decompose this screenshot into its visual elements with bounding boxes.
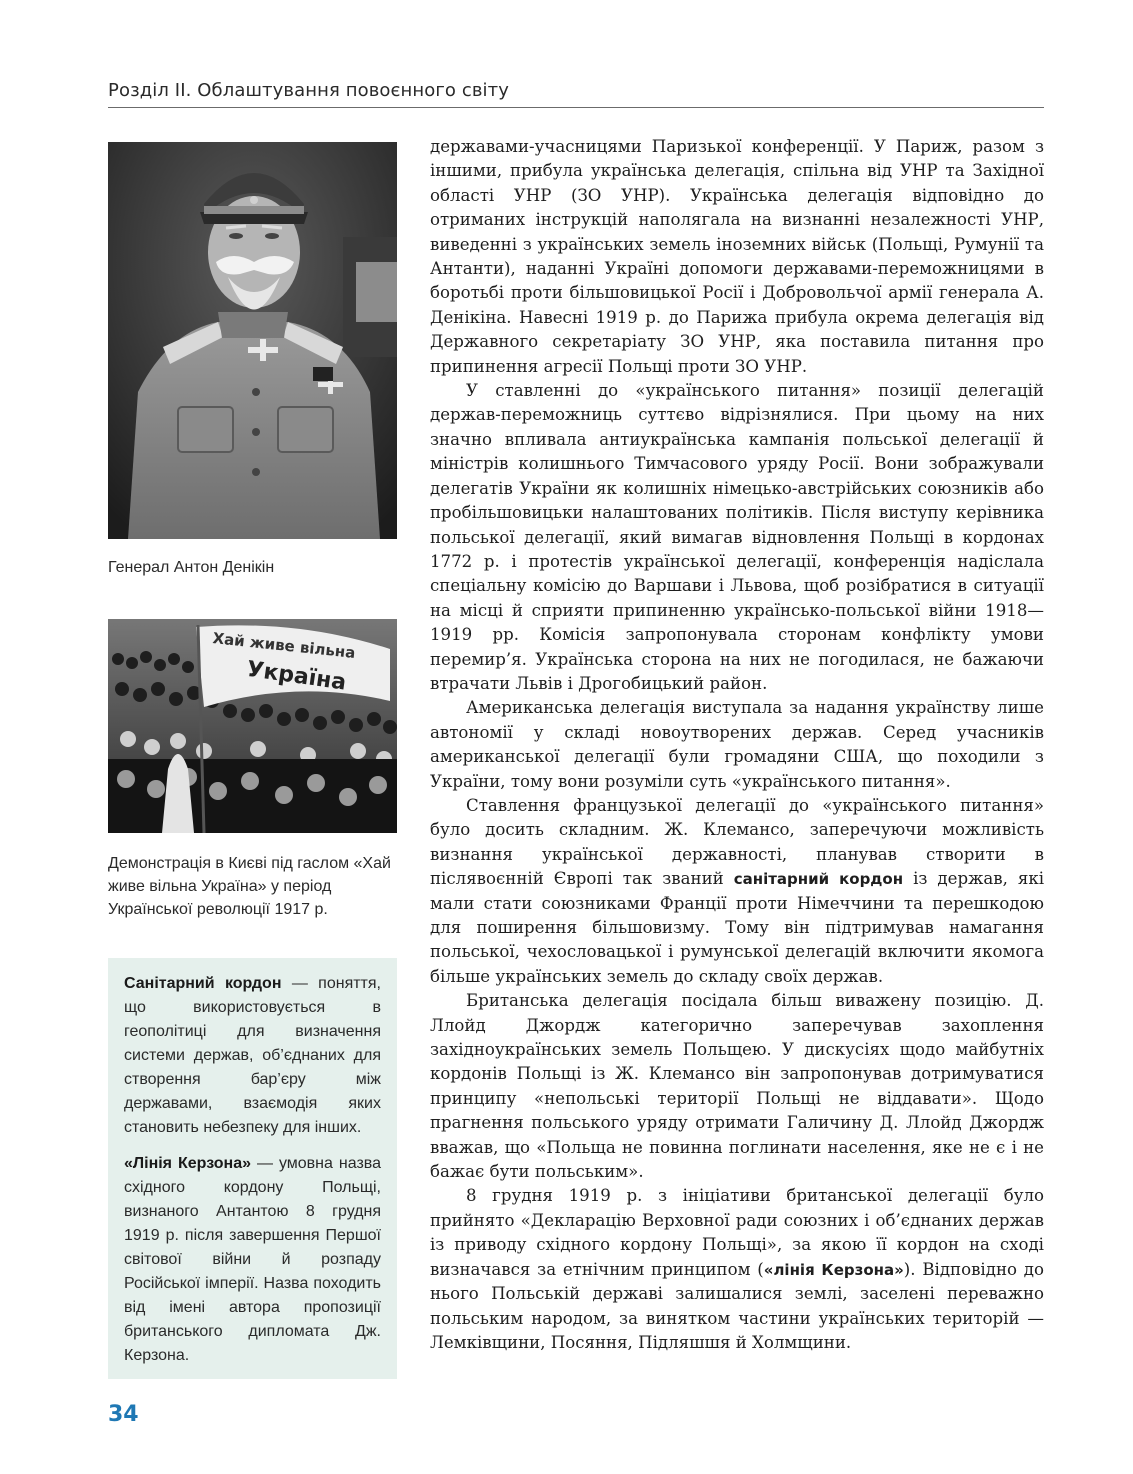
glossary-definition: — поняття, що використовується в геополітиці для визначення системи держав, об’єднаних для створення бар’єру між державами, взаємодія яких становить небезпеку для інших.: [124, 975, 381, 1136]
paragraph: У ставленні до «українського питання» позиції делегацій держав-переможниць суттєво відрізнялися. При цьому на них значно впливала антиукраїнська кампанія польської делегації й міністрів колишнього Тимчасового уряду Росії. Вони зображували делегатів України як колишніх німецько-австрійських союзників або пробільшовицьки налаштованих політиків. Після виступу керівника польської делегації, який вимагав відновлення Польщі в кордонах 1772 р. і протестів української делегації, конференція надіслала спеціальну комісію до Варшави і Львова, щоб розібратися в ситуації на місці й сприяти припиненню українсько-польської війни 1918—1919 рр. Комісія запропонувала сторонам конфлікту умови перемир’я. Українська сторона на них не погодилася, не бажаючи втрачати Львів і Дрогобицький район.: [430, 381, 1044, 693]
banner-text-line2: Україна: [245, 656, 348, 696]
glossary-term: Санітарний кордон: [124, 975, 282, 992]
glossary-box: [108, 958, 397, 1379]
demonstration-photo: [108, 619, 397, 833]
paragraph-text: ). Відповідно до нього Польській державі залишалися землі, заселені переважно польським народом, за винятком частини українських територій — Лемківщини, Посяння, Підляшшя й Холмщини.: [430, 1259, 1044, 1352]
glossary-entry-sanitary-cordon: [124, 972, 381, 1140]
paragraph-text: 8 грудня 1919 р. з ініціативи британської делегації було прийнято «Декларацію Верховної ради союзних і об’єднаних держав із приводу східного кордону Польщі», за якою її кордон на сході визначався за етнічним принципом (: [430, 1186, 1044, 1279]
key-term: санітарний кордон: [733, 870, 904, 889]
portrait-image: [108, 142, 397, 539]
demonstration-caption: Демонстрація в Києві під гаслом «Хай живе вільна Україна» у період Української революції 1917 р.: [108, 855, 391, 918]
portrait-photo: [108, 142, 397, 539]
page-header: Розділ ІІ. Облаштування повоєнного світу: [108, 80, 509, 101]
glossary-term: «Лінія Керзона»: [124, 1155, 252, 1172]
header-rule: [108, 107, 1044, 108]
page-number: 34: [108, 1402, 139, 1427]
glossary-definition: — умовна назва східного кордону Польщі, визнаного Антантою 8 грудня 1919 р. після завершення Першої світової війни й розпаду Російської імперії. Назва походить від імені автора пропозиції британського дипломата Дж. Керзона.: [124, 1155, 381, 1364]
paragraph-text: Ставлення французької делегації до «українського питання» було досить складним. Ж. Клемансо, заперечуючи можливість визнання української державності, планував створити в післявоєнній Європі так званий: [430, 795, 1044, 889]
paragraph: [430, 1184, 1044, 1355]
glossary-entry-curzon-line: [124, 1152, 381, 1368]
key-term: «лінія Керзона»: [763, 1260, 904, 1279]
paragraph: Американська делегація виступала за надання українству лише автономії у складі новоутворених держав. Серед учасників американської делегації були громадяни США, що походили з України, тому вони розуміли суть «українського питання».: [430, 698, 1044, 791]
paragraph: державами-учасницями Паризької конференції. У Париж, разом з іншими, прибула українська делегація, спільна від УНР та Західної області УНР (ЗО УНР). Українська делегація відповідно до отриманих інструкцій наполягала на визнанні незалежності УНР, виведенні з українських земель іноземних військ (Польщі, Румунії та Антанти), наданні Україні допомоги державами-переможницями в боротьбі проти більшовицької Росії і Добровольчої армії генерала А. Денікіна. Навесні 1919 р. до Парижа прибула окрема делегація від Державного секретаріату ЗО УНР, яка поставила питання про припинення агресії Польщі проти ЗО УНР.: [430, 137, 1044, 376]
paragraph: Британська делегація посідала більш виважену позицію. Д. Ллойд Джордж категорично заперечував захоплення західноукраїнських земель Польщею. У дискусіях щодо майбутніх кордонів Польщі із Ж. Клемансо він запропонував дотримуватися принципу «непольські території Польщі не віддавати». Щодо прагнення польського уряду отримати Галичину Д. Ллойд Джордж вважав, що «Польща не повинна поглинати населення, яке не є і не бажає бути польським».: [430, 991, 1044, 1182]
portrait-caption: Генерал Антон Денікін: [108, 559, 275, 576]
demonstration-image: [108, 619, 397, 833]
paragraph: [430, 794, 1044, 989]
main-text: [430, 135, 1044, 1355]
paragraph-text: із держав, які мали стати союзниками Франції проти Німеччини та перешкодою для поширення більшовизму. Тому він підтримував намагання польської, чехословацької і румунської делегацій включити якомога більше українських земель до складу своїх держав.: [430, 869, 1045, 986]
banner-text-line1: Хай живе вільна: [211, 629, 357, 663]
